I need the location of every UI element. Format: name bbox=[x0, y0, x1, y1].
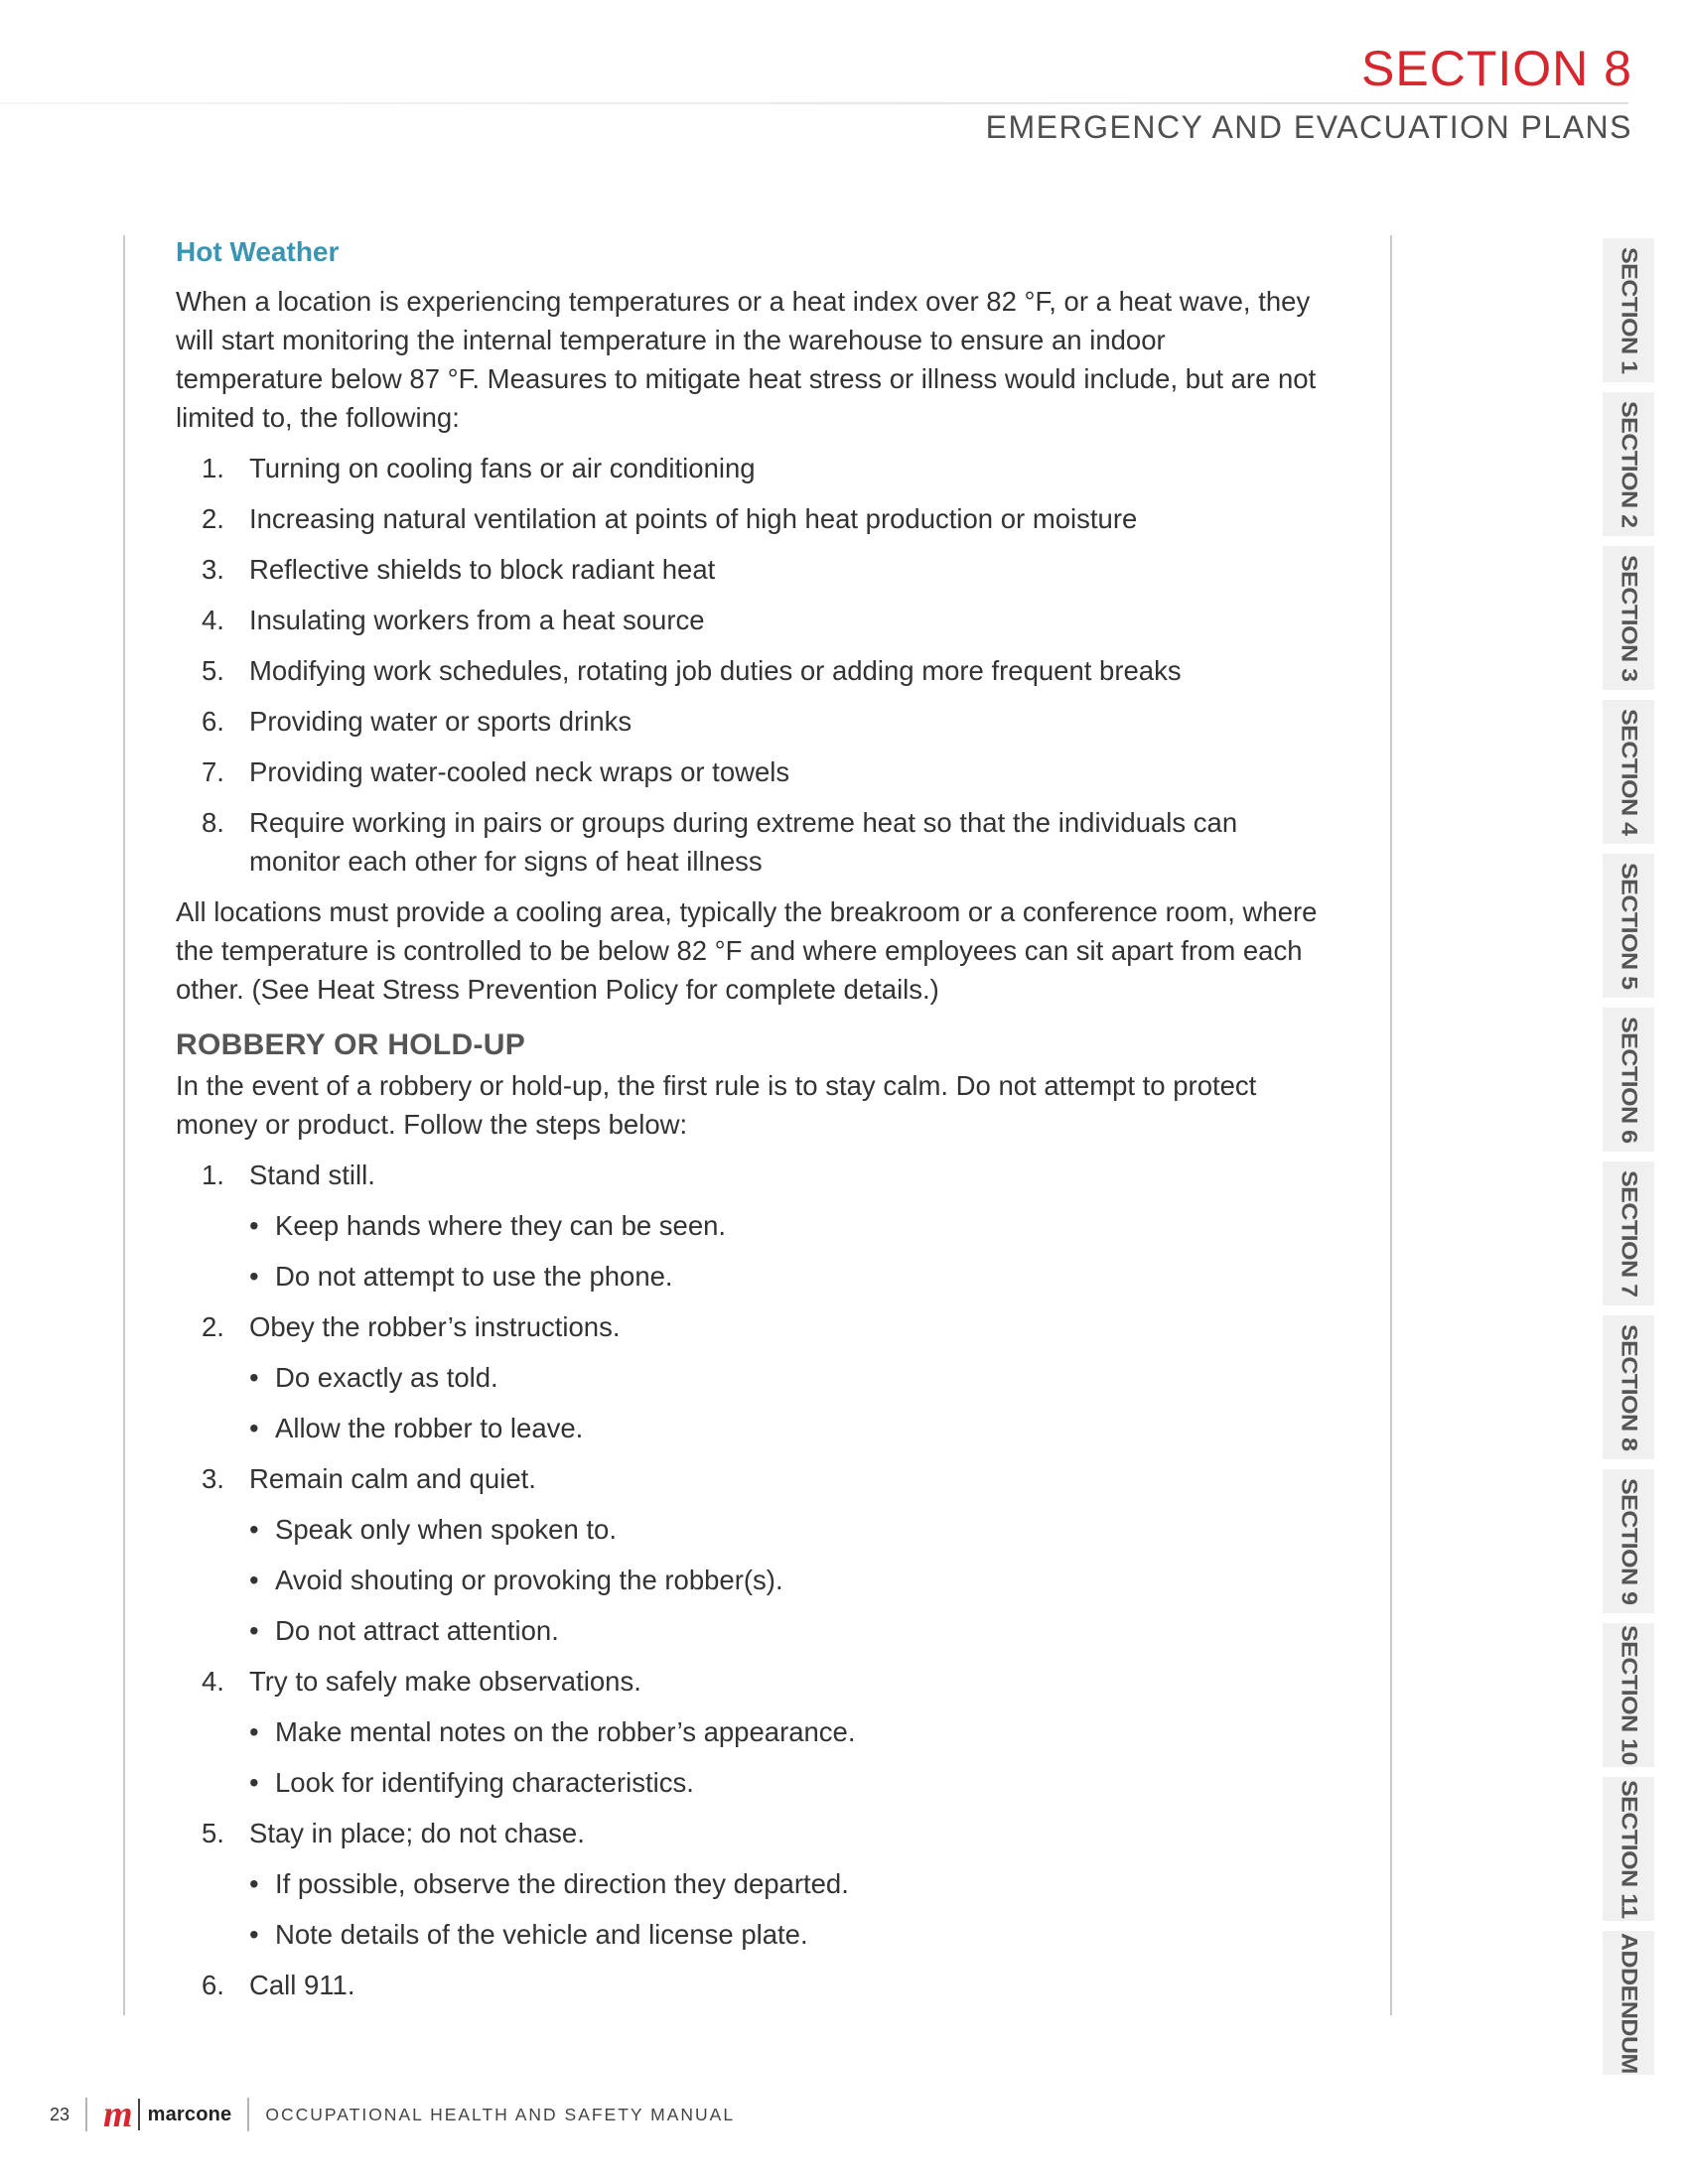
tab-label: ADDENDUM bbox=[1616, 1932, 1642, 2074]
section-subtitle: EMERGENCY AND EVACUATION PLANS bbox=[985, 109, 1632, 145]
footer-divider bbox=[247, 2098, 249, 2131]
tab-label: SECTION 5 bbox=[1616, 862, 1642, 990]
header-divider bbox=[0, 102, 1628, 104]
tab-label: SECTION 8 bbox=[1616, 1323, 1642, 1451]
bullet-icon: • bbox=[249, 1615, 259, 1646]
step-number: 2. bbox=[202, 1311, 224, 1342]
tab-section-4[interactable] bbox=[1603, 700, 1654, 844]
tab-label: SECTION 9 bbox=[1616, 1477, 1642, 1605]
tab-section-3[interactable] bbox=[1603, 546, 1654, 690]
list-item bbox=[176, 449, 1318, 487]
step-text: Remain calm and quiet. bbox=[249, 1463, 536, 1494]
step-item bbox=[176, 1156, 1318, 1194]
list-text: Turning on cooling fans or air conditioning bbox=[249, 453, 756, 483]
bullet-icon: • bbox=[249, 1362, 259, 1393]
list-text: Increasing natural ventilation at points of high heat production or moisture bbox=[249, 503, 1138, 534]
marcone-logo-text: marcone bbox=[147, 2103, 232, 2125]
bullet-item bbox=[176, 1763, 1318, 1802]
tab-label: SECTION 3 bbox=[1616, 554, 1642, 682]
bullet-icon: • bbox=[249, 1919, 259, 1950]
manual-title: OCCUPATIONAL HEALTH AND SAFETY MANUAL bbox=[265, 2104, 736, 2124]
list-item bbox=[176, 651, 1318, 690]
step-text: Obey the robber’s instructions. bbox=[249, 1311, 621, 1342]
tab-label: SECTION 4 bbox=[1616, 708, 1642, 836]
tab-label: SECTION 6 bbox=[1616, 1016, 1642, 1144]
bullet-text: If possible, observe the direction they departed. bbox=[275, 1868, 849, 1899]
bullet-icon: • bbox=[249, 1514, 259, 1545]
list-item bbox=[176, 702, 1318, 741]
tab-section-9[interactable] bbox=[1603, 1469, 1654, 1613]
step-text: Try to safely make observations. bbox=[249, 1666, 641, 1697]
logo-separator bbox=[138, 2099, 140, 2130]
robbery-steps-list bbox=[176, 1156, 1318, 2004]
bullet-icon: • bbox=[249, 1565, 259, 1595]
bullet-item bbox=[176, 1358, 1318, 1397]
step-text: Stay in place; do not chase. bbox=[249, 1818, 585, 1848]
hot-weather-intro: When a location is experiencing temperatures or a heat index over 82 °F, or a heat wave, they will start monitoring the internal temperature in the warehouse to ensure an indoor temperature below 87 °F. Measures to mitigate heat stress or illness would include, but are not limited to, the following: bbox=[176, 286, 1317, 433]
bullet-item bbox=[176, 1611, 1318, 1650]
step-text: Stand still. bbox=[249, 1160, 375, 1190]
step-item bbox=[176, 1662, 1318, 1701]
step-item bbox=[176, 1966, 1318, 2004]
step-item bbox=[176, 1307, 1318, 1346]
bullet-text: Do not attempt to use the phone. bbox=[275, 1261, 673, 1292]
list-number: 3. bbox=[202, 554, 224, 585]
left-content-rule bbox=[123, 235, 125, 2015]
tab-section-8[interactable] bbox=[1603, 1315, 1654, 1459]
bullet-item bbox=[176, 1409, 1318, 1447]
section-tabs bbox=[1603, 238, 1654, 2085]
list-text: Reflective shields to block radiant heat bbox=[249, 554, 716, 585]
bullet-item bbox=[176, 1206, 1318, 1245]
robbery-intro: In the event of a robbery or hold-up, the first rule is to stay calm. Do not attempt to protect money or product. Follow the steps below: bbox=[176, 1070, 1257, 1140]
list-number: 8. bbox=[202, 807, 224, 838]
hot-weather-heading: Hot Weather bbox=[176, 236, 340, 267]
section-title: SECTION 8 bbox=[1361, 41, 1632, 96]
list-text: Providing water or sports drinks bbox=[249, 706, 633, 737]
tab-section-6[interactable] bbox=[1603, 1008, 1654, 1152]
bullet-text: Allow the robber to leave. bbox=[275, 1413, 584, 1443]
step-number: 5. bbox=[202, 1818, 224, 1848]
tab-label: SECTION 10 bbox=[1616, 1625, 1642, 1765]
tab-label: SECTION 2 bbox=[1616, 400, 1642, 528]
step-number: 1. bbox=[202, 1160, 224, 1190]
bullet-item bbox=[176, 1864, 1318, 1903]
bullet-text: Do not attract attention. bbox=[275, 1615, 559, 1646]
bullet-item bbox=[176, 1561, 1318, 1599]
list-text: Modifying work schedules, rotating job duties or adding more frequent breaks bbox=[249, 655, 1182, 686]
bullet-text: Do exactly as told. bbox=[275, 1362, 498, 1393]
list-text: Require working in pairs or groups during extreme heat so that the individuals can monitor each other for signs of heat illness bbox=[249, 807, 1238, 877]
list-number: 4. bbox=[202, 605, 224, 635]
list-number: 2. bbox=[202, 503, 224, 534]
page-number: 23 bbox=[50, 2104, 70, 2124]
bullet-text: Avoid shouting or provoking the robber(s). bbox=[275, 1565, 783, 1595]
list-item bbox=[176, 803, 1318, 881]
right-content-rule bbox=[1390, 235, 1392, 2015]
list-number: 5. bbox=[202, 655, 224, 686]
tab-label: SECTION 7 bbox=[1616, 1169, 1642, 1297]
list-number: 1. bbox=[202, 453, 224, 483]
step-number: 3. bbox=[202, 1463, 224, 1494]
bullet-icon: • bbox=[249, 1767, 259, 1798]
page-footer bbox=[50, 2095, 735, 2134]
bullet-item bbox=[176, 1712, 1318, 1751]
step-number: 6. bbox=[202, 1970, 224, 2000]
step-number: 4. bbox=[202, 1666, 224, 1697]
tab-section-11[interactable] bbox=[1603, 1777, 1654, 1921]
list-item bbox=[176, 752, 1318, 791]
list-item bbox=[176, 601, 1318, 639]
tab-label: SECTION 1 bbox=[1616, 246, 1642, 374]
hot-weather-list bbox=[176, 449, 1318, 881]
tab-section-7[interactable] bbox=[1603, 1161, 1654, 1305]
bullet-text: Make mental notes on the robber’s appearance. bbox=[275, 1716, 856, 1747]
footer-divider bbox=[85, 2098, 87, 2131]
bullet-item bbox=[176, 1257, 1318, 1296]
tab-section-1[interactable] bbox=[1603, 238, 1654, 382]
bullet-text: Speak only when spoken to. bbox=[275, 1514, 617, 1545]
tab-section-2[interactable] bbox=[1603, 392, 1654, 536]
hot-weather-closing: All locations must provide a cooling area, typically the breakroom or a conference room, where the temperature is controlled to be below 82 °F and where employees can sit apart from each other. (See Heat Stress Prevention Policy for complete details.) bbox=[176, 896, 1318, 1005]
bullet-text: Note details of the vehicle and license plate. bbox=[275, 1919, 808, 1950]
tab-section-10[interactable] bbox=[1603, 1623, 1654, 1767]
bullet-item bbox=[176, 1915, 1318, 1954]
step-text: Call 911. bbox=[249, 1970, 355, 2000]
list-text: Providing water-cooled neck wraps or towels bbox=[249, 756, 790, 787]
list-item bbox=[176, 499, 1318, 538]
list-number: 6. bbox=[202, 706, 224, 737]
bullet-icon: • bbox=[249, 1261, 259, 1292]
bullet-icon: • bbox=[249, 1716, 259, 1747]
bullet-text: Look for identifying characteristics. bbox=[275, 1767, 694, 1798]
bullet-item bbox=[176, 1510, 1318, 1549]
list-item bbox=[176, 550, 1318, 589]
robbery-heading: ROBBERY OR HOLD-UP bbox=[176, 1028, 526, 1061]
tab-addendum[interactable] bbox=[1603, 1931, 1654, 2075]
bullet-icon: • bbox=[249, 1868, 259, 1899]
step-item bbox=[176, 1459, 1318, 1498]
bullet-icon: • bbox=[249, 1210, 259, 1241]
tab-label: SECTION 11 bbox=[1616, 1779, 1642, 1919]
list-number: 7. bbox=[202, 756, 224, 787]
main-content bbox=[176, 234, 1318, 2016]
marcone-logo-mark: m bbox=[103, 2094, 130, 2135]
step-item bbox=[176, 1814, 1318, 1852]
bullet-text: Keep hands where they can be seen. bbox=[275, 1210, 727, 1241]
bullet-icon: • bbox=[249, 1413, 259, 1443]
list-text: Insulating workers from a heat source bbox=[249, 605, 705, 635]
tab-section-5[interactable] bbox=[1603, 854, 1654, 998]
